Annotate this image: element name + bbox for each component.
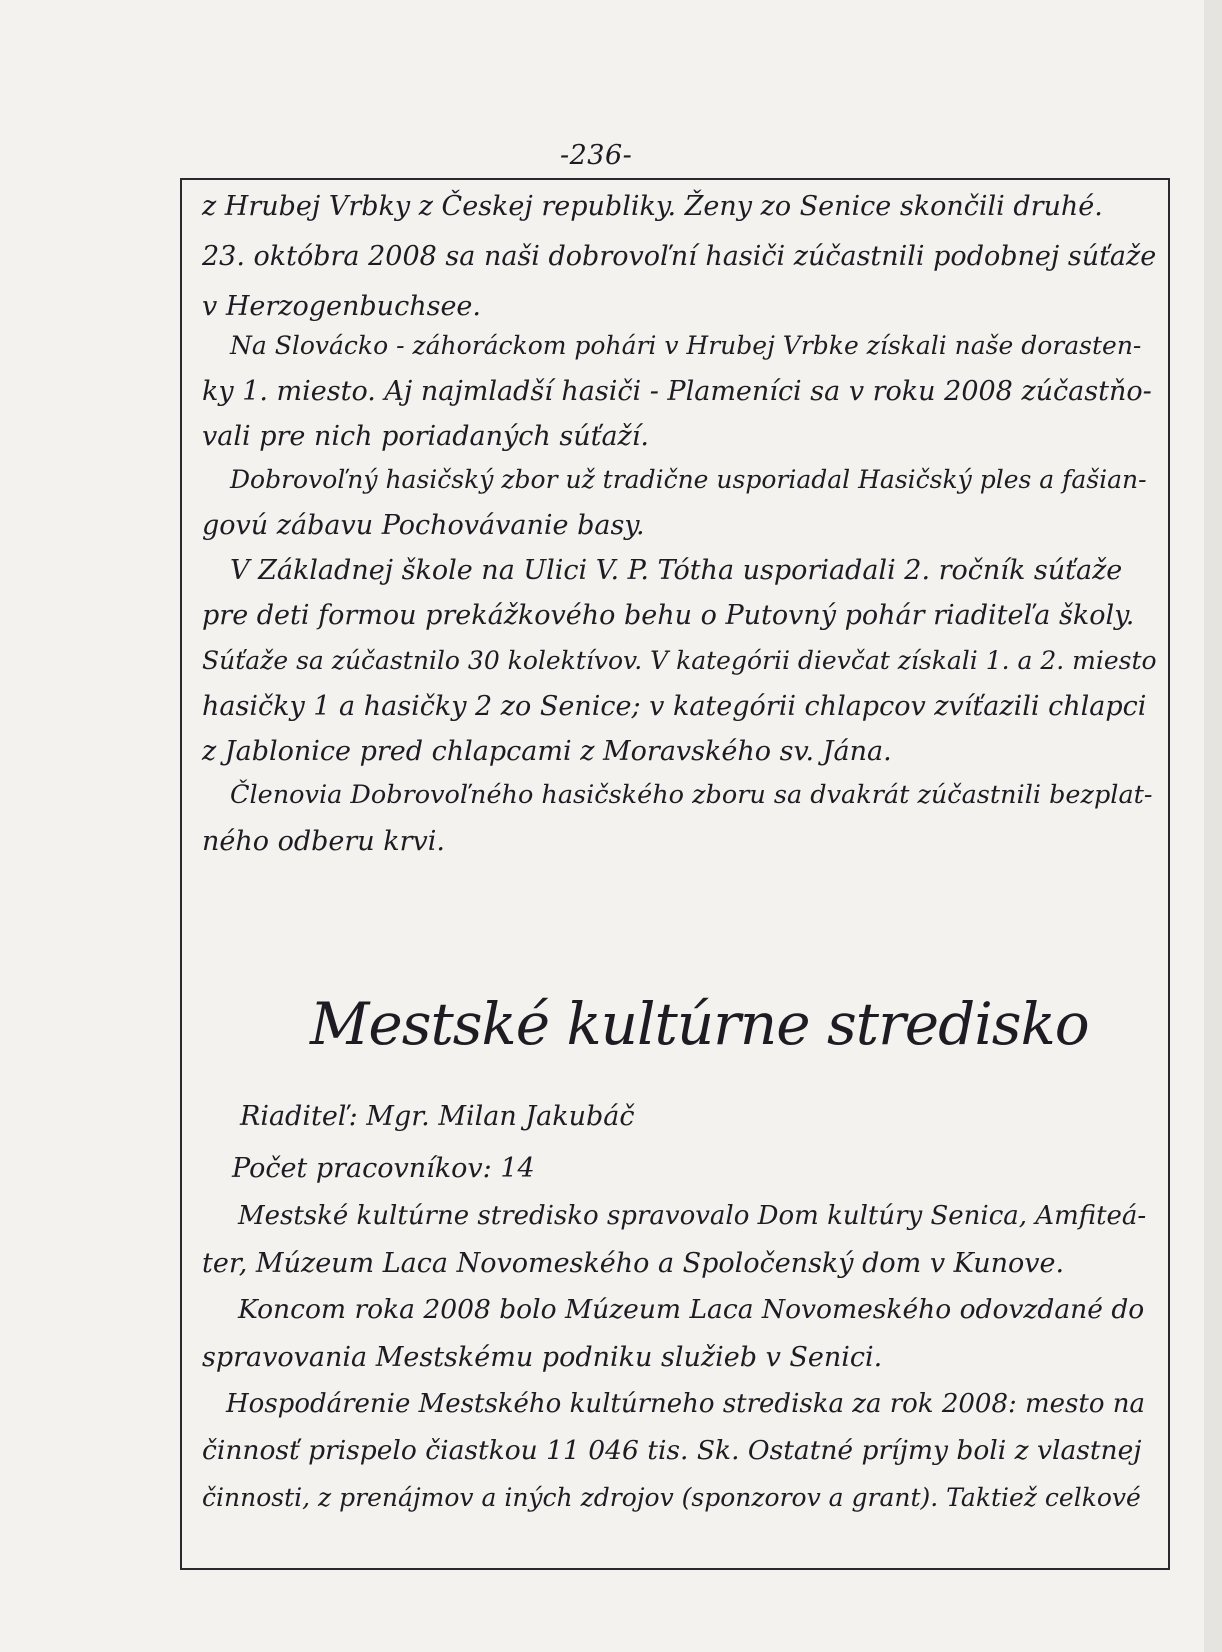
- section-title: Mestské kultúrne stredisko: [310, 990, 1089, 1058]
- text-line: činnosť prispelo čiastkou 11 046 tis. Sk. Ostatné príjmy boli z vlastnej: [202, 1435, 1142, 1466]
- text-line: pre deti formou prekážkového behu o Putovný pohár riaditeľa školy.: [202, 600, 1135, 631]
- text-line: 23. októbra 2008 sa naši dobrovoľní hasiči zúčastnili podobnej súťaže: [202, 241, 1157, 272]
- text-line: Hospodárenie Mestského kultúrneho strediska za rok 2008: mesto na: [226, 1389, 1146, 1419]
- text-line: ky 1. miesto. Aj najmladší hasiči - Plameníci sa v roku 2008 zúčastňo-: [202, 376, 1152, 407]
- director-line: Riaditeľ: Mgr. Milan Jakubáč: [240, 1101, 635, 1132]
- text-line: vali pre nich poriadaných súťaží.: [202, 421, 650, 452]
- text-line: z Hrubej Vrbky z Českej republiky. Ženy zo Senice skončili druhé.: [202, 191, 1103, 222]
- text-line: Na Slovácko - záhoráckom pohári v Hrubej Vrbke získali naše dorasten-: [230, 331, 1142, 360]
- staff-count-line: Počet pracovníkov: 14: [232, 1153, 535, 1184]
- text-line: govú zábavu Pochovávanie basy.: [202, 510, 645, 541]
- text-line: V Základnej škole na Ulici V. P. Tótha usporiadali 2. ročník súťaže: [230, 555, 1123, 586]
- text-line: v Herzogenbuchsee.: [202, 291, 481, 322]
- text-line: Koncom roka 2008 bolo Múzeum Laca Novomeského odovzdané do: [238, 1294, 1145, 1325]
- page-number: -236-: [560, 140, 633, 171]
- text-line: hasičky 1 a hasičky 2 zo Senice; v kategórii chlapcov zvíťazili chlapci: [202, 691, 1147, 722]
- text-line: ného odberu krvi.: [202, 826, 446, 857]
- text-line: Súťaže sa zúčastnilo 30 kolektívov. V kategórii dievčat získali 1. a 2. miesto: [202, 646, 1157, 675]
- text-line: činnosti, z prenájmov a iných zdrojov (sponzorov a grant). Taktiež celkové: [202, 1483, 1141, 1512]
- page-edge: [1204, 0, 1222, 1652]
- text-line: Dobrovoľný hasičský zbor už tradične usporiadal Hasičský ples a fašian-: [230, 465, 1147, 494]
- text-line: Členovia Dobrovoľného hasičského zboru sa dvakrát zúčastnili bezplat-: [230, 780, 1153, 810]
- text-line: spravovania Mestskému podniku služieb v Senici.: [202, 1342, 883, 1373]
- text-line: ter, Múzeum Laca Novomeského a Spoločenský dom v Kunove.: [202, 1248, 1065, 1279]
- text-line: Mestské kultúrne stredisko spravovalo Dom kultúry Senica, Amfiteá-: [238, 1201, 1147, 1231]
- text-line: z Jablonice pred chlapcami z Moravského sv. Jána.: [202, 736, 892, 767]
